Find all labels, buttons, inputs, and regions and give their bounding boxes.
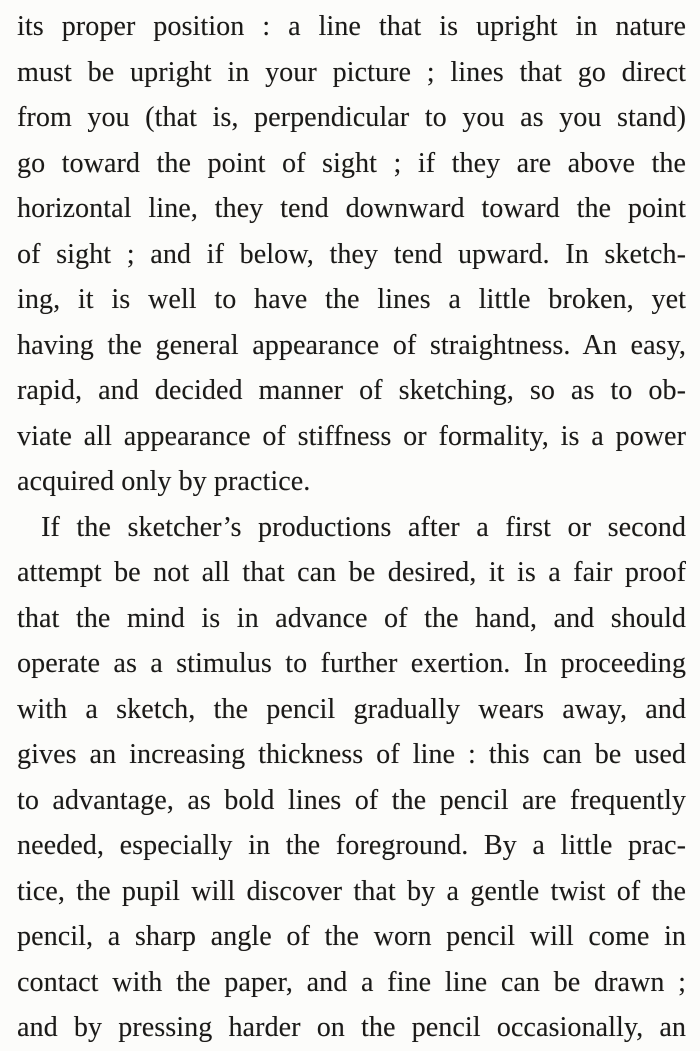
text-line: attempt be not all that can be desired, it is a fair proof	[17, 550, 686, 596]
text-line-paragraph-end: acquired only by practice.	[17, 459, 686, 505]
text-line-paragraph-start: If the sketcher’s productions after a first or second	[17, 505, 686, 551]
text-line: and by pressing harder on the pencil occasionally, an	[17, 1005, 686, 1051]
text-line: tice, the pupil will discover that by a gentle twist of the	[17, 869, 686, 915]
text-line: having the general appearance of straightness. An easy,	[17, 323, 686, 369]
text-line: operate as a stimulus to further exertion. In proceeding	[17, 641, 686, 687]
text-line: pencil, a sharp angle of the worn pencil will come in	[17, 914, 686, 960]
text-line: with a sketch, the pencil gradually wears away, and	[17, 687, 686, 733]
text-line: must be upright in your picture ; lines that go direct	[17, 50, 686, 96]
text-line: rapid, and decided manner of sketching, so as to ob-	[17, 368, 686, 414]
text-line: ing, it is well to have the lines a little broken, yet	[17, 277, 686, 323]
text-line: from you (that is, perpendicular to you as you stand)	[17, 95, 686, 141]
text-line: to advantage, as bold lines of the pencil are frequently	[17, 778, 686, 824]
text-line: of sight ; and if below, they tend upward. In sketch-	[17, 232, 686, 278]
text-line: contact with the paper, and a fine line can be drawn ;	[17, 960, 686, 1006]
text-line: gives an increasing thickness of line : this can be used	[17, 732, 686, 778]
text-line: horizontal line, they tend downward toward the point	[17, 186, 686, 232]
text-line: its proper position : a line that is upright in nature	[17, 4, 686, 50]
text-line: viate all appearance of stiffness or formality, is a power	[17, 414, 686, 460]
text-line: that the mind is in advance of the hand, and should	[17, 596, 686, 642]
text-line: needed, especially in the foreground. By a little prac-	[17, 823, 686, 869]
text-line: go toward the point of sight ; if they are above the	[17, 141, 686, 187]
